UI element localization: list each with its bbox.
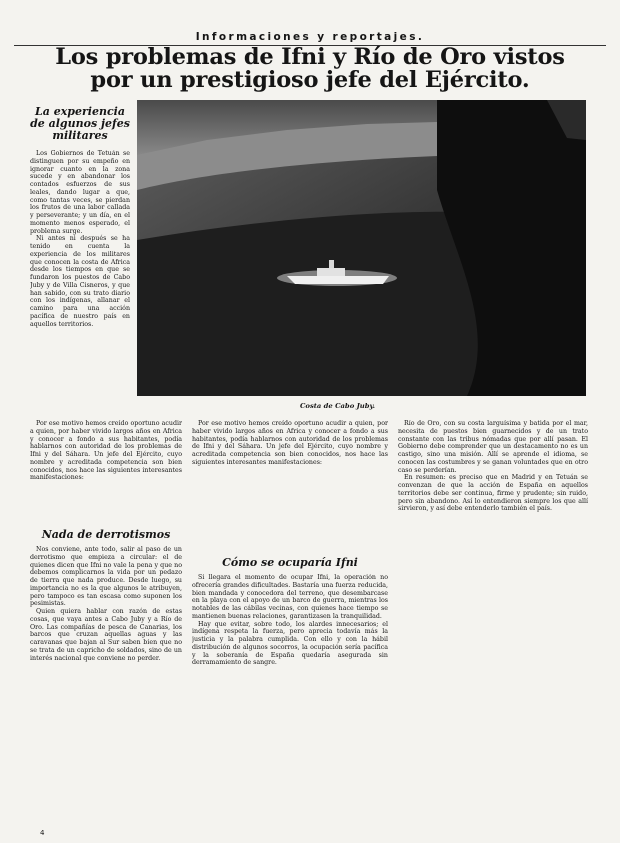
paragraph: Ni antes ni después se ha tenido en cuenta la experiencia de los militares que conocen la costa de Africa desde los tiempos en que se fundaron los puestos de Cabo Juby y de Villa Cisneros, y que han sabido, con su trato diario con los indígenas, allanar el camino para una acción pacífica de nuestro país en aquellos territorios. [30, 235, 130, 328]
column-mid [30, 420, 182, 512]
column-derrotismo [30, 546, 182, 822]
photo-caption: Costa de Cabo Juby. [300, 402, 376, 410]
column-experiencia [30, 150, 130, 418]
paragraph: Quien quiera hablar con razón de estas cosas, que vaya antes a Cabo Juby y a Río de Oro. Las compañías de pesca de Canarias, los barcos que cruzan aquellas aguas y las caravanas que bajan al Sur saben bien que no se trata de un capricho de soldados, sino de un interés nacional que conviene no perder. [30, 608, 182, 662]
coast-photo [137, 100, 586, 396]
section-kicker: Informaciones y reportajes. [195, 31, 425, 43]
paragraph: Por ese motivo hemos creído oportuno acudir a quien, por haber vivido largos años en Africa y conocer a fondo a sus habitantes, podía hablarnos con autoridad de los problemas de Ifni y del Sáhara. Un jefe del Ejército, cuyo nombre y acreditada competencia son bien conocidos, nos hace las siguientes interesantes manifestaciones: [30, 420, 182, 482]
paragraph: Por ese motivo hemos creído oportuno acudir a quien, por haber vivido largos años en Africa y conocer a fondo a sus habitantes, podía hablarnos con autoridad de los problemas de Ifni y del Sáhara. Un jefe del Ejército, cuyo nombre y acreditada competencia son bien conocidos, nos hace las siguientes interesantes manifestaciones: [192, 420, 388, 466]
subhead-experiencia: La experiencia de algunos jefes militares [30, 105, 130, 142]
paragraph: Nos conviene, ante todo, salir al paso de un derrotismo que empieza a circular: el de quienes dicen que Ifni no vale la pena y que no debemos complicarnos la vida por un pedazo de tierra que nada produce. Desde luego, su importancia no es la que algunos le atribuyen, pero tampoco es tan escasa como suponen los pesimistas. [30, 546, 182, 608]
column-ifni [192, 574, 388, 826]
coast-photo-image [137, 100, 586, 396]
column-right [398, 420, 588, 824]
paragraph: Hay que evitar, sobre todo, los alardes innecesarios; el indígena respeta la fuerza, pero aprecia todavía más la justicia y la palabra cumplida. Con ello y con la hábil distribución de algunos socorros, la ocupación sería pacífica y la soberanía de España quedaría asegurada sin derramamiento de sangre. [192, 620, 388, 667]
headline-line-1: Los problemas de Ifni y Río de Oro vistos [55, 44, 565, 70]
headline [14, 46, 606, 92]
subhead-ifni: Cómo se ocuparía Ifni [222, 556, 358, 569]
paragraph: Si llegara el momento de ocupar Ifni, la operación no ofrecería grandes dificultades. Bastaría una fuerza reducida, bien mandada y conocedora del terreno, que desembarcase en la playa con el apoyo de un barco de guerra, mientras los notables de las cábilas vecinas, con quienes hace tiempo se mantienen buenas relaciones, garantizasen la tranquilidad. [192, 574, 388, 620]
paragraph: En resumen: es preciso que en Madrid y en Tetuán se convenzan de que la acción de España en aquellos territorios debe ser continua, firme y prudente; sin ruido, pero sin abandono. Así lo entendieron siempre los que allí sirvieron, y así debe entenderlo también el país. [398, 474, 588, 513]
subhead-derrotismo: Nada de derrotismos [41, 528, 171, 541]
headline-line-2: por un prestigioso jefe del Ejército. [90, 67, 530, 93]
column-center-upper [192, 420, 388, 544]
page-number: 4 [40, 829, 45, 837]
paragraph: Río de Oro, con su costa larguísima y batida por el mar, necesita de puestos bien guarnecidos y de un trato constante con las tribus nómadas que por allí pasan. El Gobierno debe comprender que un destacamento no es un castigo, sino una misión. Allí se aprende el idioma, se conocen las costumbres y se ganan voluntades que en otro caso se perderían. [398, 420, 588, 474]
paragraph: Los Gobiernos de Tetuán se distinguen por su empeño en ignorar cuanto en la zona sucede y en abandonar los contados esfuerzos de sus leales, dando lugar a que, como tantas veces, se pierdan los frutos de una labor callada y perseverante; y un día, en el momento menos esperado, el problema surge. [30, 150, 130, 235]
